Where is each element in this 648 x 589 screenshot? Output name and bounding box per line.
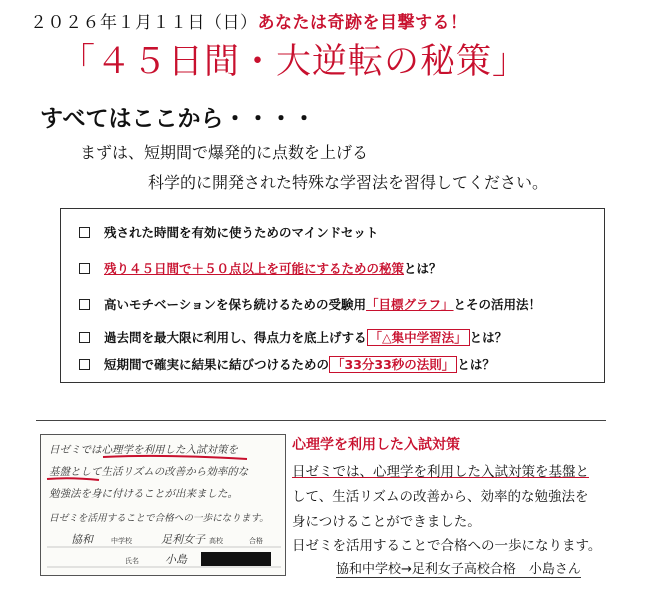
card-school-from: 協和 <box>71 533 93 546</box>
checklist-highlight: 残り４５日間で＋５０点以上を可能にするための秘策 <box>104 261 405 276</box>
checkbox-icon <box>79 299 90 310</box>
checklist-suffix: とは？ <box>469 330 508 345</box>
testimonial-line: 身につけることができました。 <box>292 514 481 530</box>
card-line: 日ゼミでは心理学を利用した入試対策を <box>49 444 238 456</box>
redaction-bar <box>201 552 271 566</box>
card-pass-label: 合格 <box>249 537 263 545</box>
checklist-suffix: とその活用法！ <box>453 297 542 312</box>
card-name: 小島 <box>165 553 187 566</box>
testimonial-line: して、生活リズムの改善から、効率的な勉強法を <box>292 489 589 505</box>
checklist-panel <box>60 208 605 383</box>
checklist-item <box>79 295 541 313</box>
checklist-item <box>79 328 507 346</box>
card-line: 基盤として生活リズムの改善から効率的な <box>49 466 249 478</box>
checkbox-icon <box>79 359 90 370</box>
checklist-prefix: 高いモチベーションを保ち続けるための受験用 <box>104 297 367 312</box>
card-school-label: 中学校 <box>111 537 132 545</box>
card-name-label: 氏名 <box>125 557 139 565</box>
card-school-to: 足利女子 <box>161 533 205 546</box>
checkbox-icon <box>79 332 90 343</box>
checklist-highlight: 「33分33秒の法則」 <box>329 356 457 373</box>
checklist-item <box>79 223 378 241</box>
testimonial-title: 心理学を利用した入試対策 <box>292 437 460 453</box>
page-title: 「４５日間・大逆転の秘策」 <box>60 42 529 82</box>
checklist-suffix: とは？ <box>457 357 495 372</box>
checklist-item <box>79 355 495 373</box>
card-school-to-label: 高校 <box>209 537 223 545</box>
tagline: あなたは奇跡を目撃する！ <box>257 13 468 33</box>
checklist-highlight: 「目標グラフ」 <box>366 297 454 312</box>
testimonial-signature: 協和中学校→足利女子高校合格 小島さん <box>336 558 581 578</box>
testimonial-line: 日ゼミでは、心理学を利用した入試対策を基盤と <box>292 464 589 480</box>
checklist-highlight: 「△集中学習法」 <box>367 329 470 346</box>
checklist-prefix: 短期間で確実に結果に結びつけるための <box>104 357 330 372</box>
checklist-prefix: 過去問を最大限に利用し、得点力を底上げする <box>104 330 367 345</box>
testimonial-line: 日ゼミを活用することで合格への一歩になります。 <box>292 538 602 554</box>
card-line: 勉強法を身に付けることが出来ました。 <box>49 488 238 500</box>
divider <box>36 420 606 421</box>
checkbox-icon <box>79 263 90 274</box>
card-line: 日ゼミを活用することで合格への一歩になります。 <box>49 513 269 524</box>
intro-line-2: 科学的に開発された特殊な学習法を習得してください。 <box>148 173 549 192</box>
checkbox-icon <box>79 227 90 238</box>
event-date: ２０２６年１月１１日（日） <box>30 13 258 33</box>
checklist-text: 残された時間を有効に使うためのマインドセット <box>104 225 379 240</box>
headline <box>30 8 468 33</box>
handwriting-image <box>41 435 287 577</box>
checklist-suffix: とは？ <box>404 261 442 276</box>
handwritten-testimonial-card <box>40 434 286 576</box>
intro-line-1: まずは、短期間で爆発的に点数を上げる <box>80 143 369 162</box>
checklist-item <box>79 259 442 277</box>
subtitle: すべてはここから・・・・ <box>40 106 316 132</box>
